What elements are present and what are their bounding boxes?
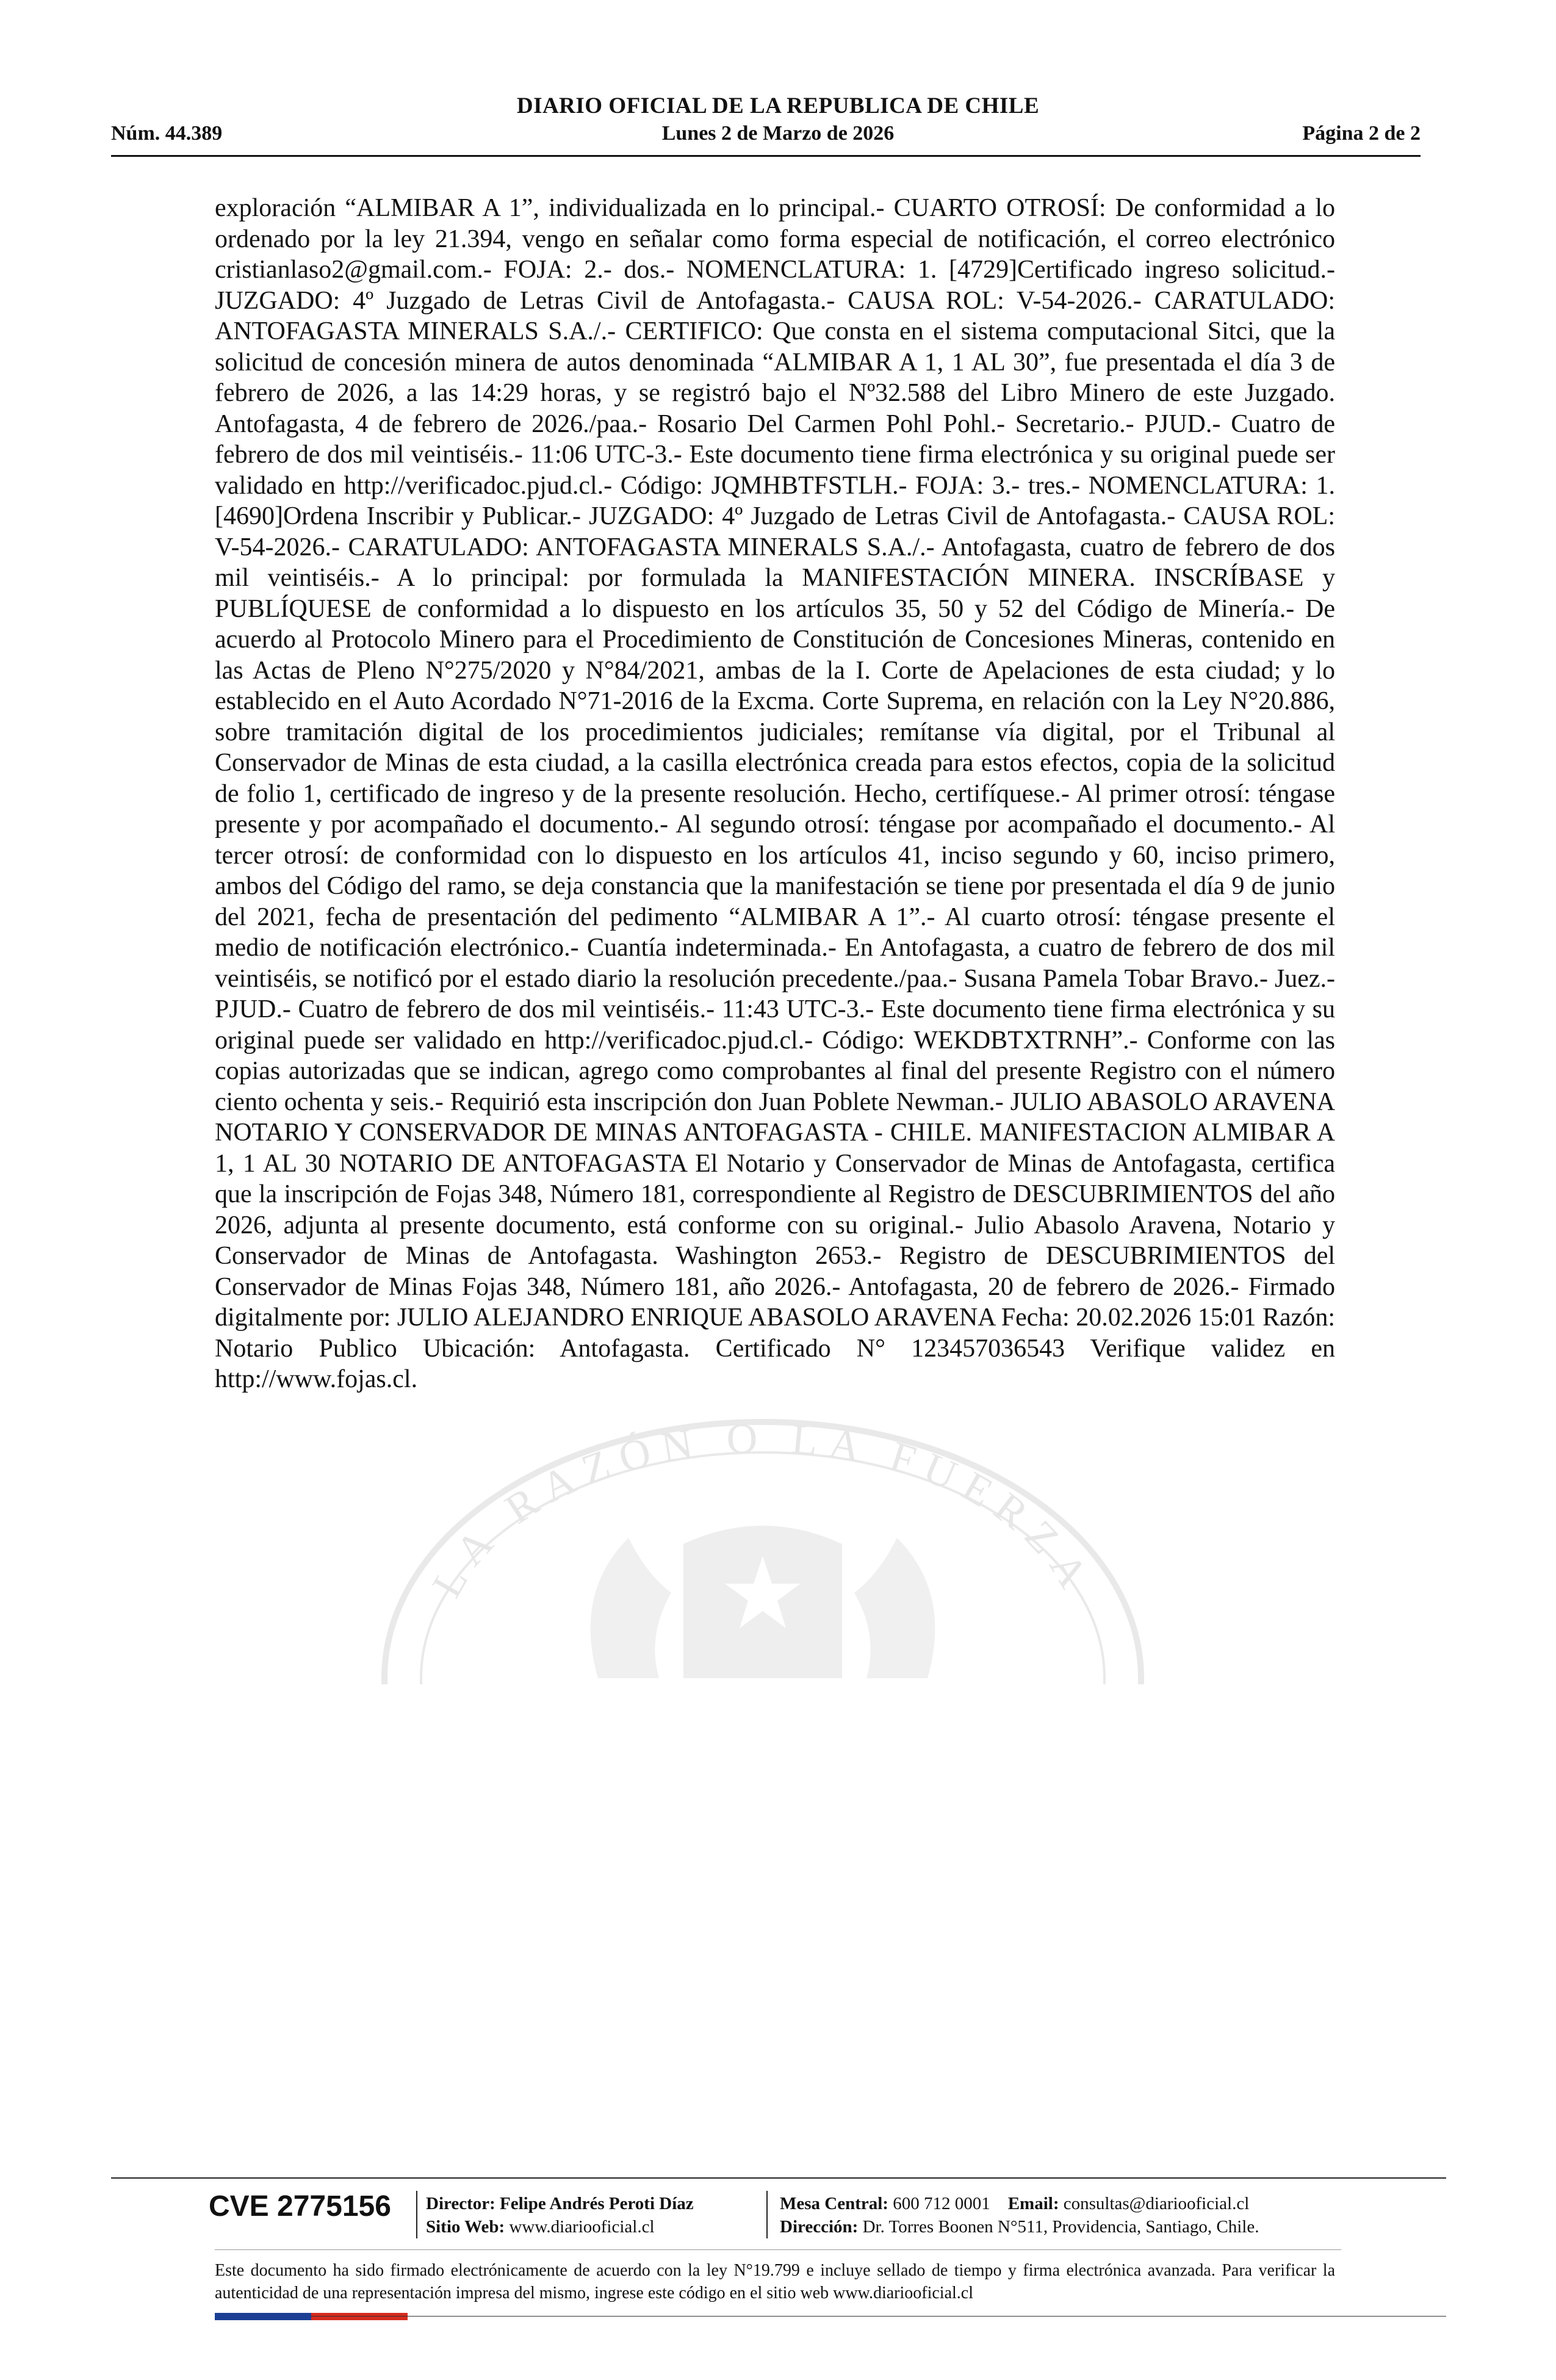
footer-separator — [766, 2191, 768, 2238]
address-label: Dirección: — [780, 2217, 859, 2237]
footer-separator — [416, 2191, 417, 2238]
flag-blue-segment — [215, 2313, 311, 2320]
issue-date: Lunes 2 de Marzo de 2026 — [661, 122, 895, 145]
email-label: Email: — [1007, 2194, 1059, 2213]
email-link[interactable]: consultas@diariooficial.cl — [1063, 2194, 1250, 2213]
phone-number: 600 712 0001 — [893, 2194, 990, 2213]
footer-contact-block — [780, 2192, 1259, 2238]
footer-top-divider — [111, 2177, 1446, 2179]
watermark-motto: LA RAZÓN O LA FUERZA — [423, 1415, 1103, 1606]
newspaper-title: DIARIO OFICIAL DE LA REPUBLICA DE CHILE — [516, 93, 1040, 118]
director-label: Director: — [426, 2194, 495, 2213]
cve-code: CVE 2775156 — [209, 2190, 391, 2223]
article-body: exploración “ALMIBAR A 1”, individualizada en lo principal.- CUARTO OTROSÍ: De conformidad a lo ordenado por la ley 21.394, vengo en señalar como forma especial de notificación, el correo electrónico cristianlaso2@gmail.com.- FOJA: 2.- dos.- NOMENCLATURA: 1. [4729]Certificado ingreso solicitud.- JUZGADO: 4º Juzgado de Letras Civil de Antofagasta.- CAUSA ROL: V-54-2026.- CARATULADO: ANTOFAGASTA MINERALS S.A./.- CERTIFICO: Que consta en el sistema computacional Sitci, que la solicitud de concesión minera de autos denominada “ALMIBAR A 1, 1 AL 30”, fue presentada el día 3 de febrero de 2026, a las 14:29 horas, y se registró bajo el Nº32.588 del Libro Minero de este Juzgado. Antofagasta, 4 de febrero de 2026./paa.- Rosario Del Carmen Pohl Pohl.- Secretario.- PJUD.- Cuatro de febrero de dos mil veintiséis.- 11:06 UTC-3.- Este documento tiene firma electrónica y su original puede ser validado en http://verificadoc.pjud.cl.- Código: JQMHBTFSTLH.- FOJA: 3.- tres.- NOMENCLATURA: 1. [4690]Ordena Inscribir y Publicar.- JUZGADO: 4º Juzgado de Letras Civil de Antofagasta.- CAUSA ROL: V-54-2026.- CARATULADO: ANTOFAGASTA MINERALS S.A./.- Antofagasta, cuatro de febrero de dos mil veintiséis.- A lo principal: por formulada la MANIFESTACIÓN MINERA. INSCRÍBASE y PUBLÍQUESE de conformidad a lo dispuesto en los artículos 35, 50 y 52 del Código de Minería.- De acuerdo al Protocolo Minero para el Procedimiento de Constitución de Concesiones Mineras, contenido en las Actas de Pleno N°275/2020 y N°84/2021, ambas de la I. Corte de Apelaciones de esta ciudad; y lo establecido en el Auto Acordado N°71-2016 de la Excma. Corte Suprema, en relación con la Ley N°20.886, sobre tramitación digital de los procedimientos judiciales; remítanse vía digital, por el Tribunal al Conservador de Minas de esta ciudad, a la casilla electrónica creada para estos efectos, copia de la solicitud de folio 1, certificado de ingreso y de la presente resolución. Hecho, certifíquese.- Al primer otrosí: téngase presente y por acompañado el documento.- Al segundo otrosí: téngase por acompañado el documento.- Al tercer otrosí: de conformidad con lo dispuesto en los artículos 41, inciso segundo y 60, inciso primero, ambos del Código del ramo, se deja constancia que la manifestación se tiene por presentada el día 9 de junio del 2021, fecha de presentación del pedimento “ALMIBAR A 1”.- Al cuarto otrosí: téngase presente el medio de notificación electrónico.- Cuantía indeterminada.- En Antofagasta, a cuatro de febrero de dos mil veintiséis, se notificó por el estado diario la resolución precedente./paa.- Susana Pamela Tobar Bravo.- Juez.- PJUD.- Cuatro de febrero de dos mil veintiséis.- 11:43 UTC-3.- Este documento tiene firma electrónica y su original puede ser validado en http://verificadoc.pjud.cl.- Código: WEKDBTXTRNH”.- Conforme con las copias autorizadas que se indican, agrego como comprobantes al final del presente Registro con el número ciento ochenta y seis.- Requirió esta inscripción don Juan Poblete Newman.- JULIO ABASOLO ARAVENA NOTARIO Y CONSERVADOR DE MINAS ANTOFAGASTA - CHILE. MANIFESTACION ALMIBAR A 1, 1 AL 30 NOTARIO DE ANTOFAGASTA El Notario y Conservador de Minas de Antofagasta, certifica que la inscripción de Fojas 348, Número 181, correspondiente al Registro de DESCUBRIMIENTOS del año 2026, adjunta al presente documento, está conforme con su original.- Julio Abasolo Aravena, Notario y Conservador de Minas de Antofagasta. Washington 2653.- Registro de DESCUBRIMIENTOS del Conservador de Minas Fojas 348, Número 181, año 2026.- Antofagasta, 20 de febrero de 2026.- Firmado digitalmente por: JULIO ALEJANDRO ENRIQUE ABASOLO ARAVENA Fecha: 20.02.2026 15:01 Razón: Notario Publico Ubicación: Antofagasta. Certificado N° 123457036543 Verifique validez en http://www.fojas.cl. — [215, 194, 1335, 1393]
legal-notice: Este documento ha sido firmado electrónicamente de acuerdo con la ley N°19.799 e incluye sellado de tiempo y firma electrónica avanzada. Para verificar la autenticidad de una representación impresa del mismo, ingrese este código en el sitio web www.diariooficial.cl — [215, 2261, 1335, 2302]
page-indicator: Página 2 de 2 — [1302, 122, 1421, 145]
website-link[interactable]: www.diariooficial.cl — [509, 2217, 655, 2237]
issue-number: Núm. 44.389 — [111, 122, 223, 145]
website-label: Sitio Web: — [426, 2217, 505, 2237]
footer-mid-divider — [215, 2249, 1341, 2250]
footer-director-block — [426, 2192, 694, 2238]
flag-red-segment — [311, 2313, 408, 2320]
director-name: Felipe Andrés Peroti Díaz — [500, 2194, 694, 2213]
address-text: Dr. Torres Boonen N°511, Providencia, Santiago, Chile. — [862, 2217, 1259, 2237]
footer-bottom-divider — [311, 2316, 1446, 2317]
flag-stripe — [215, 2313, 408, 2320]
header-divider — [111, 155, 1421, 157]
phone-label: Mesa Central: — [780, 2194, 888, 2213]
coat-of-arms-watermark — [342, 1391, 1184, 1684]
